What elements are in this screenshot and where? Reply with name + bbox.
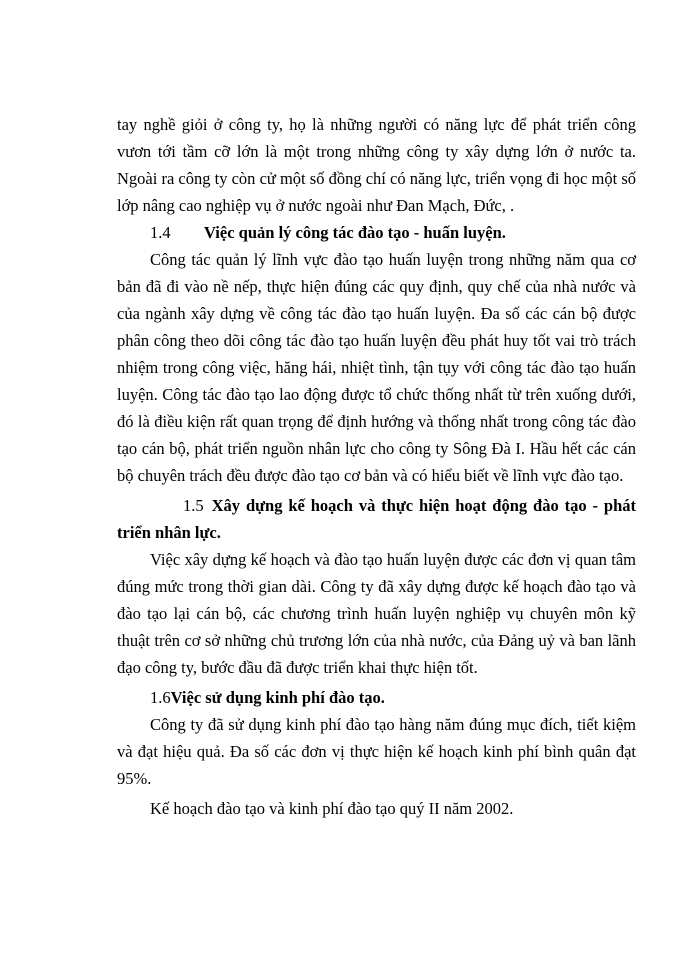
section-heading-1-4 <box>117 219 636 246</box>
section-heading-1-6 <box>117 684 636 711</box>
section-1-6-paragraph: Công ty đã sử dụng kinh phí đào tạo hàng năm đúng mục đích, tiết kiệm và đạt hiệu quả. Đa số các đơn vị thực hiện kế hoạch kinh phí bình quân đạt 95%. <box>117 715 636 788</box>
section-number: 1.5 <box>183 496 204 515</box>
section-number: 1.4 <box>150 223 171 242</box>
section-heading-1-5 <box>117 492 636 546</box>
section-number: 1.6 <box>150 688 171 707</box>
section-title: Việc sử dụng kinh phí đào tạo. <box>170 688 385 707</box>
section-1-5-paragraph: Việc xây dựng kế hoạch và đào tạo huấn luyện được các đơn vị quan tâm đúng mức trong thời gian dài. Công ty đã xây dựng được kế hoạch đào tạo và đào tạo lại cán bộ, các chương trình huấn luyện nghiệp vụ chuyên môn kỹ thuật trên cơ sở những chủ trương lớn của nhà nước, của Đảng uỷ và ban lãnh đạo công ty, bước đầu đã được triển khai thực hiện tốt. <box>117 550 636 677</box>
intro-paragraph: tay nghề giỏi ở công ty, họ là những người có năng lực để phát triển công vươn tới tầm cỡ lớn là một trong những công ty xây dựng lớn ở nước ta. Ngoài ra công ty còn cử một số đồng chí có năng lực, triển vọng đi học một số lớp nâng cao nghiệp vụ ở nước ngoài như Đan Mạch, Đức, . <box>117 115 636 215</box>
section-1-4-paragraph: Công tác quản lý lĩnh vực đào tạo huấn luyện trong những năm qua cơ bản đã đi vào nề nếp, thực hiện đúng các quy định, quy chế của nhà nước và của ngành xây dựng về công tác đào tạo huấn luyện. Đa số các cán bộ được phân công theo dõi công tác đào tạo huấn luyện đều phát huy tốt vai trò trách nhiệm trong công việc, hăng hái, nhiệt tình, tận tụy với công tác đào tạo huấn luyện. Công tác đào tạo lao động được tổ chức thống nhất từ trên xuống dưới, đó là điều kiện rất quan trọng để định hướng và thống nhất trong công tác đào tạo cán bộ, phát triển nguồn nhân lực cho công ty Sông Đà I. Hầu hết các cán bộ chuyên trách đều được đào tạo cơ bản và có hiểu biết về lĩnh vực đào tạo. <box>117 250 636 485</box>
section-title: Việc quản lý công tác đào tạo - huấn luyện. <box>204 223 506 242</box>
document-body <box>117 111 636 822</box>
section-title: Xây dựng kế hoạch và thực hiện hoạt động đào tạo - phát triển nhân lực. <box>117 496 636 542</box>
closing-line: Kế hoạch đào tạo và kinh phí đào tạo quý II năm 2002. <box>150 799 514 818</box>
